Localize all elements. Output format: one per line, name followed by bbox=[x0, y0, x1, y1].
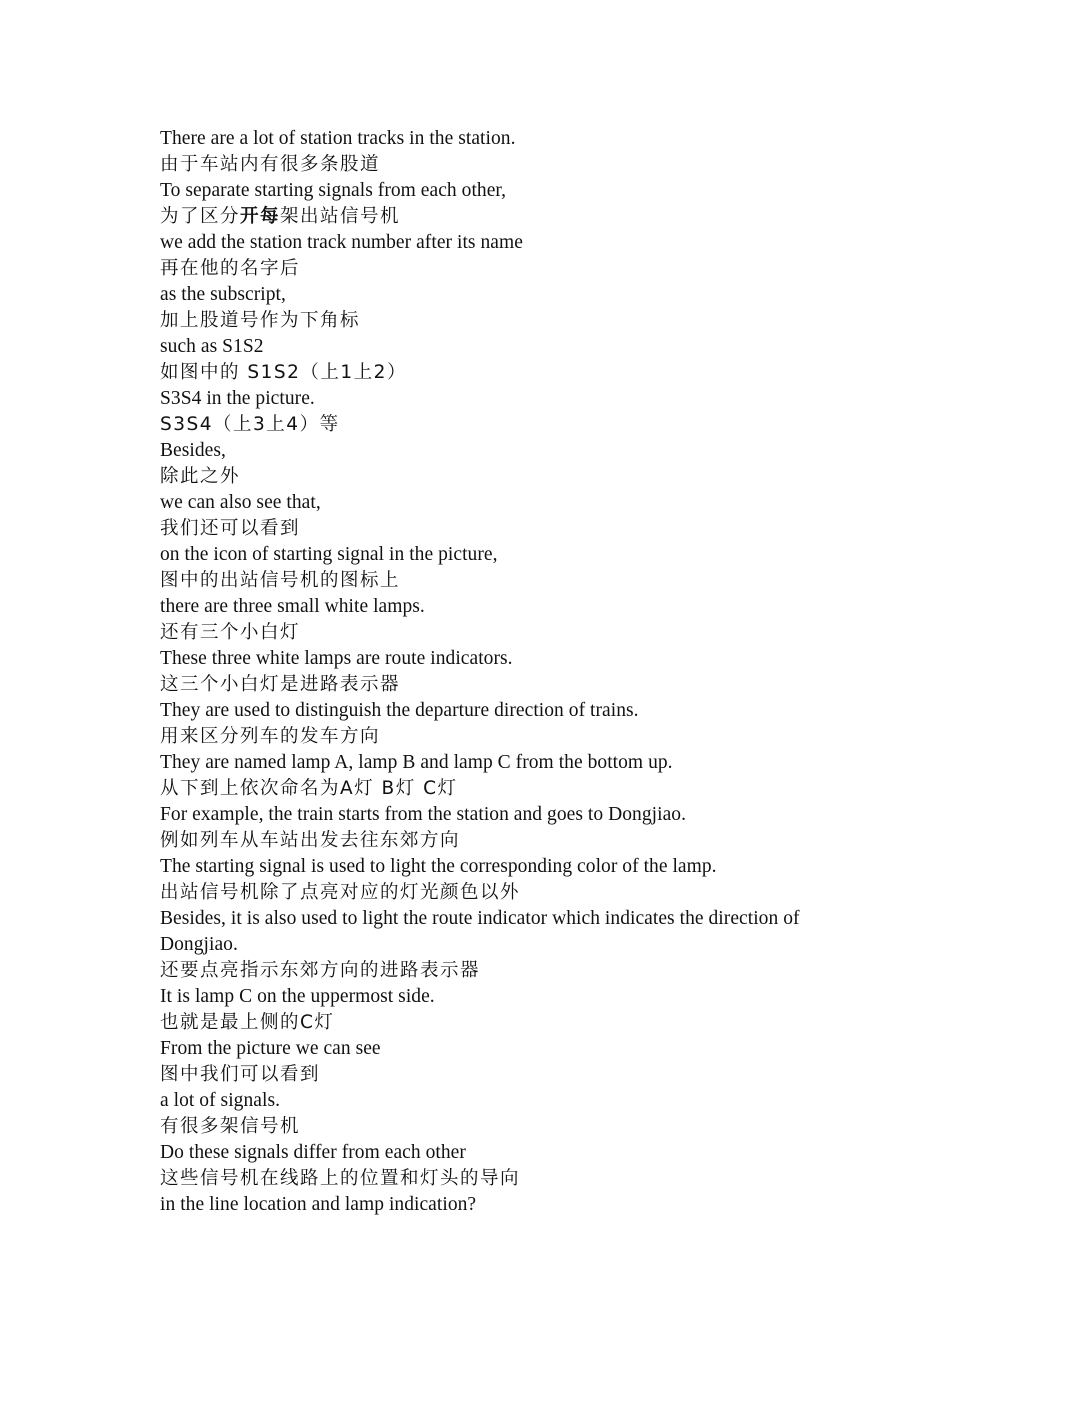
chinese-line: 我们还可以看到 bbox=[160, 518, 301, 539]
chinese-line: 出站信号机除了点亮对应的灯光颜色以外 bbox=[160, 882, 521, 903]
chinese-line: 还要点亮指示东郊方向的进路表示器 bbox=[160, 960, 481, 981]
chinese-text-segment: 为了区分 bbox=[160, 206, 241, 227]
chinese-line: 也就是最上侧的C灯 bbox=[160, 1012, 335, 1033]
english-line: as the subscript, bbox=[160, 284, 286, 305]
english-line: For example, the train starts from the station and goes to Dongjiao. bbox=[160, 804, 686, 825]
chinese-line: 还有三个小白灯 bbox=[160, 622, 301, 643]
english-line: S3S4 in the picture. bbox=[160, 388, 315, 409]
english-line: on the icon of starting signal in the picture, bbox=[160, 544, 498, 565]
english-line: there are three small white lamps. bbox=[160, 596, 425, 617]
bold-text-segment: 开每 bbox=[240, 206, 281, 227]
chinese-line: 这些信号机在线路上的位置和灯头的导向 bbox=[160, 1168, 521, 1189]
chinese-line: 图中我们可以看到 bbox=[160, 1064, 321, 1085]
chinese-line: 再在他的名字后 bbox=[160, 258, 301, 279]
english-line: in the line location and lamp indication? bbox=[160, 1194, 477, 1215]
chinese-text-segment: 架出站信号机 bbox=[280, 206, 401, 227]
chinese-line: 例如列车从车站出发去往东郊方向 bbox=[160, 830, 461, 851]
chinese-line: 加上股道号作为下角标 bbox=[160, 310, 361, 331]
english-line: Besides, bbox=[160, 440, 226, 461]
chinese-line: 除此之外 bbox=[160, 466, 241, 487]
english-line: To separate starting signals from each other, bbox=[160, 180, 507, 201]
document-page bbox=[160, 126, 880, 1218]
english-line: From the picture we can see bbox=[160, 1038, 381, 1059]
english-line: we can also see that, bbox=[160, 492, 321, 513]
chinese-line: 这三个小白灯是进路表示器 bbox=[160, 674, 401, 695]
english-line: They are used to distinguish the departure direction of trains. bbox=[160, 700, 639, 721]
chinese-line: 如图中的 S1S2（上1上2） bbox=[160, 362, 407, 383]
english-line: Do these signals differ from each other bbox=[160, 1142, 466, 1163]
chinese-line: 用来区分列车的发车方向 bbox=[160, 726, 381, 747]
chinese-line: 从下到上依次命名为A灯 B灯 C灯 bbox=[160, 778, 458, 799]
english-line: There are a lot of station tracks in the station. bbox=[160, 128, 516, 149]
english-line: They are named lamp A, lamp B and lamp C from the bottom up. bbox=[160, 752, 673, 773]
chinese-line: 由于车站内有很多条股道 bbox=[160, 154, 381, 175]
english-line: These three white lamps are route indicators. bbox=[160, 648, 513, 669]
english-line: we add the station track number after its name bbox=[160, 232, 523, 253]
chinese-line: 有很多架信号机 bbox=[160, 1116, 301, 1137]
english-line: It is lamp C on the uppermost side. bbox=[160, 986, 435, 1007]
english-line: Besides, it is also used to light the route indicator which indicates the direction of Dongjiao. bbox=[160, 908, 800, 955]
english-line: The starting signal is used to light the corresponding color of the lamp. bbox=[160, 856, 717, 877]
chinese-line: S3S4（上3上4）等 bbox=[160, 414, 340, 435]
chinese-line bbox=[160, 204, 880, 230]
english-line: a lot of signals. bbox=[160, 1090, 281, 1111]
english-line: such as S1S2 bbox=[160, 336, 264, 357]
chinese-line: 图中的出站信号机的图标上 bbox=[160, 570, 401, 591]
